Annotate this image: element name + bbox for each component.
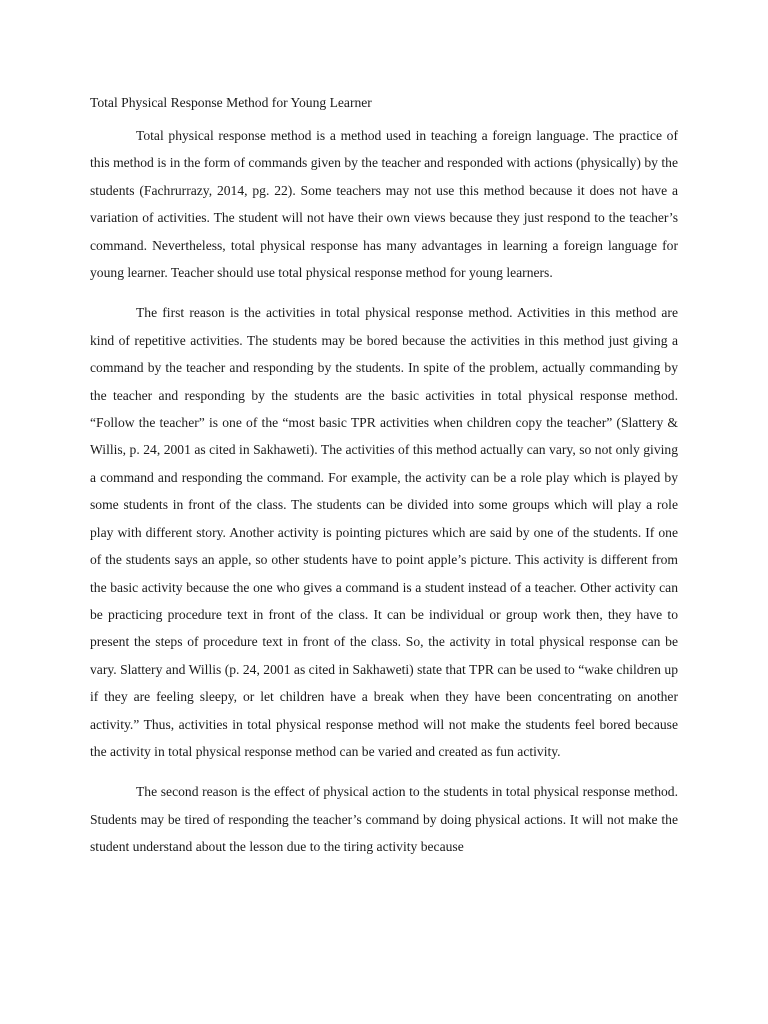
- document-page: [90, 92, 678, 874]
- paragraph-second-reason: The second reason is the effect of physical action to the students in total physical response method. Students may be tired of responding the teacher’s command by doing physical actions. It will not make the student understand about the lesson due to the tiring activity because: [90, 784, 678, 855]
- document-title: Total Physical Response Method for Young Learner: [90, 95, 372, 110]
- paragraph-intro: Total physical response method is a method used in teaching a foreign language. The practice of this method is in the form of commands given by the teacher and responded with actions (physically) by the students (Fachrurrazy, 2014, pg. 22). Some teachers may not use this method because it does not have a variation of activities. The student will not have their own views because they just respond to the teacher’s command. Nevertheless, total physical response has many advantages in learning a foreign language for young learner. Teacher should use total physical response method for young learners.: [90, 128, 678, 281]
- paragraph-first-reason: The first reason is the activities in total physical response method. Activities in this method are kind of repetitive activities. The students may be bored because the activities in this method just giving a command by the teacher and responding by the students. In spite of the problem, actually commanding by the teacher and responding by the students are the basic activities in total physical response method. “Follow the teacher” is one of the “most basic TPR activities when children copy the teacher” (Slattery & Willis, p. 24, 2001 as cited in Sakhaweti). The activities of this method actually can vary, so not only giving a command and responding the command. For example, the activity can be a role play which is played by some students in front of the class. The students can be divided into some groups which will play a role play with different story. Another activity is pointing pictures which are said by one of the students. If one of the students says an apple, so other students have to point apple’s picture. This activity is different from the basic activity because the one who gives a command is a student instead of a teacher. Other activity can be practicing procedure text in front of the class. It can be individual or group work then, they have to present the steps of procedure text in front of the class. So, the activity in total physical response can be vary. Slattery and Willis (p. 24, 2001 as cited in Sakhaweti) state that TPR can be used to “wake children up if they are feeling sleepy, or let children have a break when they have been concentrating on another activity.” Thus, activities in total physical response method will not make the students feel bored because the activity in total physical response method can be varied and created as fun activity.: [90, 305, 678, 759]
